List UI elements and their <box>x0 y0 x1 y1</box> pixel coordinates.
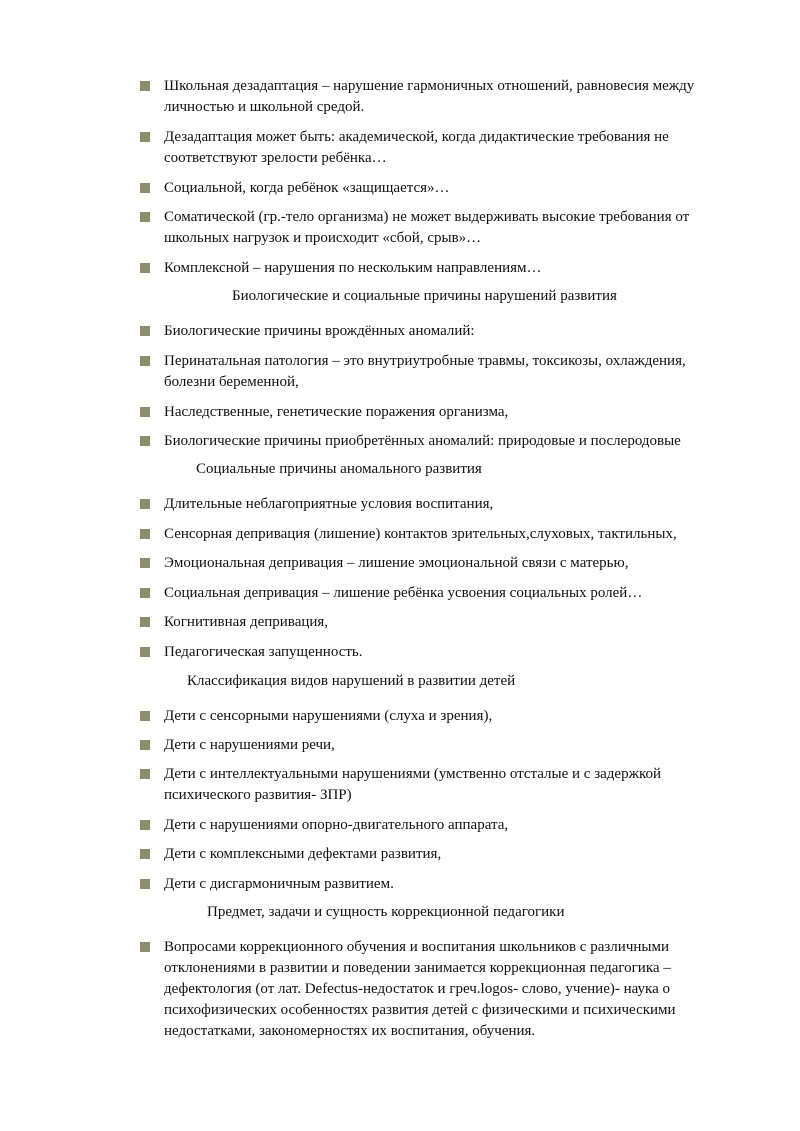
list-item-text: Педагогическая запущенность. <box>164 644 363 660</box>
list-item-text: Биологические причины врождённых аномалий: <box>164 323 475 339</box>
square-bullet-icon <box>140 436 150 446</box>
square-bullet-icon <box>140 499 150 509</box>
square-bullet-icon <box>140 529 150 539</box>
square-bullet-icon <box>140 588 150 598</box>
list-item-text: Соматической (гр.-тело организма) не может выдерживать высокие требования от школьных нагрузок и происходит «сбой, срыв»… <box>164 209 690 246</box>
list-item <box>140 178 740 199</box>
list-item-text: Дети с нарушениями опорно-двигательного аппарата, <box>164 817 509 833</box>
square-bullet-icon <box>140 647 150 657</box>
list-item-text: Дети с комплексными дефектами развития, <box>164 846 442 862</box>
list-item <box>140 402 740 423</box>
list-item <box>140 321 740 342</box>
list-item-text: Наследственные, генетические поражения организма, <box>164 404 509 420</box>
list-item <box>140 351 740 393</box>
square-bullet-icon <box>140 326 150 336</box>
list-item <box>140 735 740 756</box>
list-item-text: Длительные неблагоприятные условия воспитания, <box>164 496 494 512</box>
list-item <box>140 127 740 169</box>
list-item-text: Биологические причины приобретённых аномалий: природовые и послеродовые <box>164 433 681 449</box>
list-item <box>140 937 740 1042</box>
list-item-text: Социальная депривация – лишение ребёнка усвоения социальных ролей… <box>164 585 643 601</box>
square-bullet-icon <box>140 407 150 417</box>
list-item <box>140 494 740 515</box>
square-bullet-icon <box>140 769 150 779</box>
list-item <box>140 76 740 118</box>
list-item-text: Дети с дисгармоничным развитием. <box>164 876 394 892</box>
list-item <box>140 815 740 836</box>
list-item-text: Эмоциональная депривация – лишение эмоциональной связи с матерью, <box>164 555 629 571</box>
list-item-text: Дети с сенсорными нарушениями (слуха и зрения), <box>164 708 493 724</box>
list-item <box>140 844 740 865</box>
list-item-text: Перинатальная патология – это внутриутробные травмы, токсикозы, охлаждения, болезни беременной, <box>164 353 686 390</box>
square-bullet-icon <box>140 212 150 222</box>
section-heading: Биологические и социальные причины нарушений развития <box>232 288 617 304</box>
list-item-text: Когнитивная депривация, <box>164 614 329 630</box>
list-item <box>140 706 740 727</box>
list-item-text: Дети с интеллектуальными нарушениями (умственно отсталые и с задержкой психического развития- ЗПР) <box>164 766 661 803</box>
list-item <box>140 258 740 279</box>
square-bullet-icon <box>140 81 150 91</box>
list-item <box>140 583 740 604</box>
list-item-text: Сенсорная депривация (лишение) контактов зрительных,слуховых, тактильных, <box>164 526 677 542</box>
list-item <box>140 642 740 663</box>
list-item-text: Комплексной – нарушения по нескольким направлениям… <box>164 260 542 276</box>
list-item-text: Дети с нарушениями речи, <box>164 737 335 753</box>
list-item <box>140 431 740 452</box>
section-heading: Социальные причины аномального развития <box>196 461 482 477</box>
square-bullet-icon <box>140 740 150 750</box>
square-bullet-icon <box>140 617 150 627</box>
list-item-text: Вопросами коррекционного обучения и воспитания школьников с различными отклонениями в развитии и поведении занимается коррекционная педагогика – дефектология (от лат. Defectus-недостаток и греч.logos- слово, учение)- наука о психофизических особенностях развития детей с физическими и психическими недостатками, закономерностях их воспитания, обучения. <box>164 939 676 1039</box>
square-bullet-icon <box>140 263 150 273</box>
list-item <box>140 553 740 574</box>
square-bullet-icon <box>140 132 150 142</box>
list-item <box>140 764 740 806</box>
square-bullet-icon <box>140 183 150 193</box>
list-item <box>140 207 740 249</box>
square-bullet-icon <box>140 356 150 366</box>
square-bullet-icon <box>140 849 150 859</box>
square-bullet-icon <box>140 879 150 889</box>
list-item <box>140 612 740 633</box>
section-heading: Классификация видов нарушений в развитии детей <box>187 673 516 689</box>
square-bullet-icon <box>140 711 150 721</box>
list-item <box>140 874 740 895</box>
section-heading: Предмет, задачи и сущность коррекционной педагогики <box>207 904 565 920</box>
list-item-text: Социальной, когда ребёнок «защищается»… <box>164 180 450 196</box>
list-item <box>140 524 740 545</box>
list-item-text: Дезадаптация может быть: академической, когда дидактические требования не соответствуют зрелости ребёнка… <box>164 129 669 166</box>
square-bullet-icon <box>140 942 150 952</box>
list-item-text: Школьная дезадаптация – нарушение гармоничных отношений, равновесия между личностью и школьной средой. <box>164 78 695 115</box>
square-bullet-icon <box>140 820 150 830</box>
square-bullet-icon <box>140 558 150 568</box>
